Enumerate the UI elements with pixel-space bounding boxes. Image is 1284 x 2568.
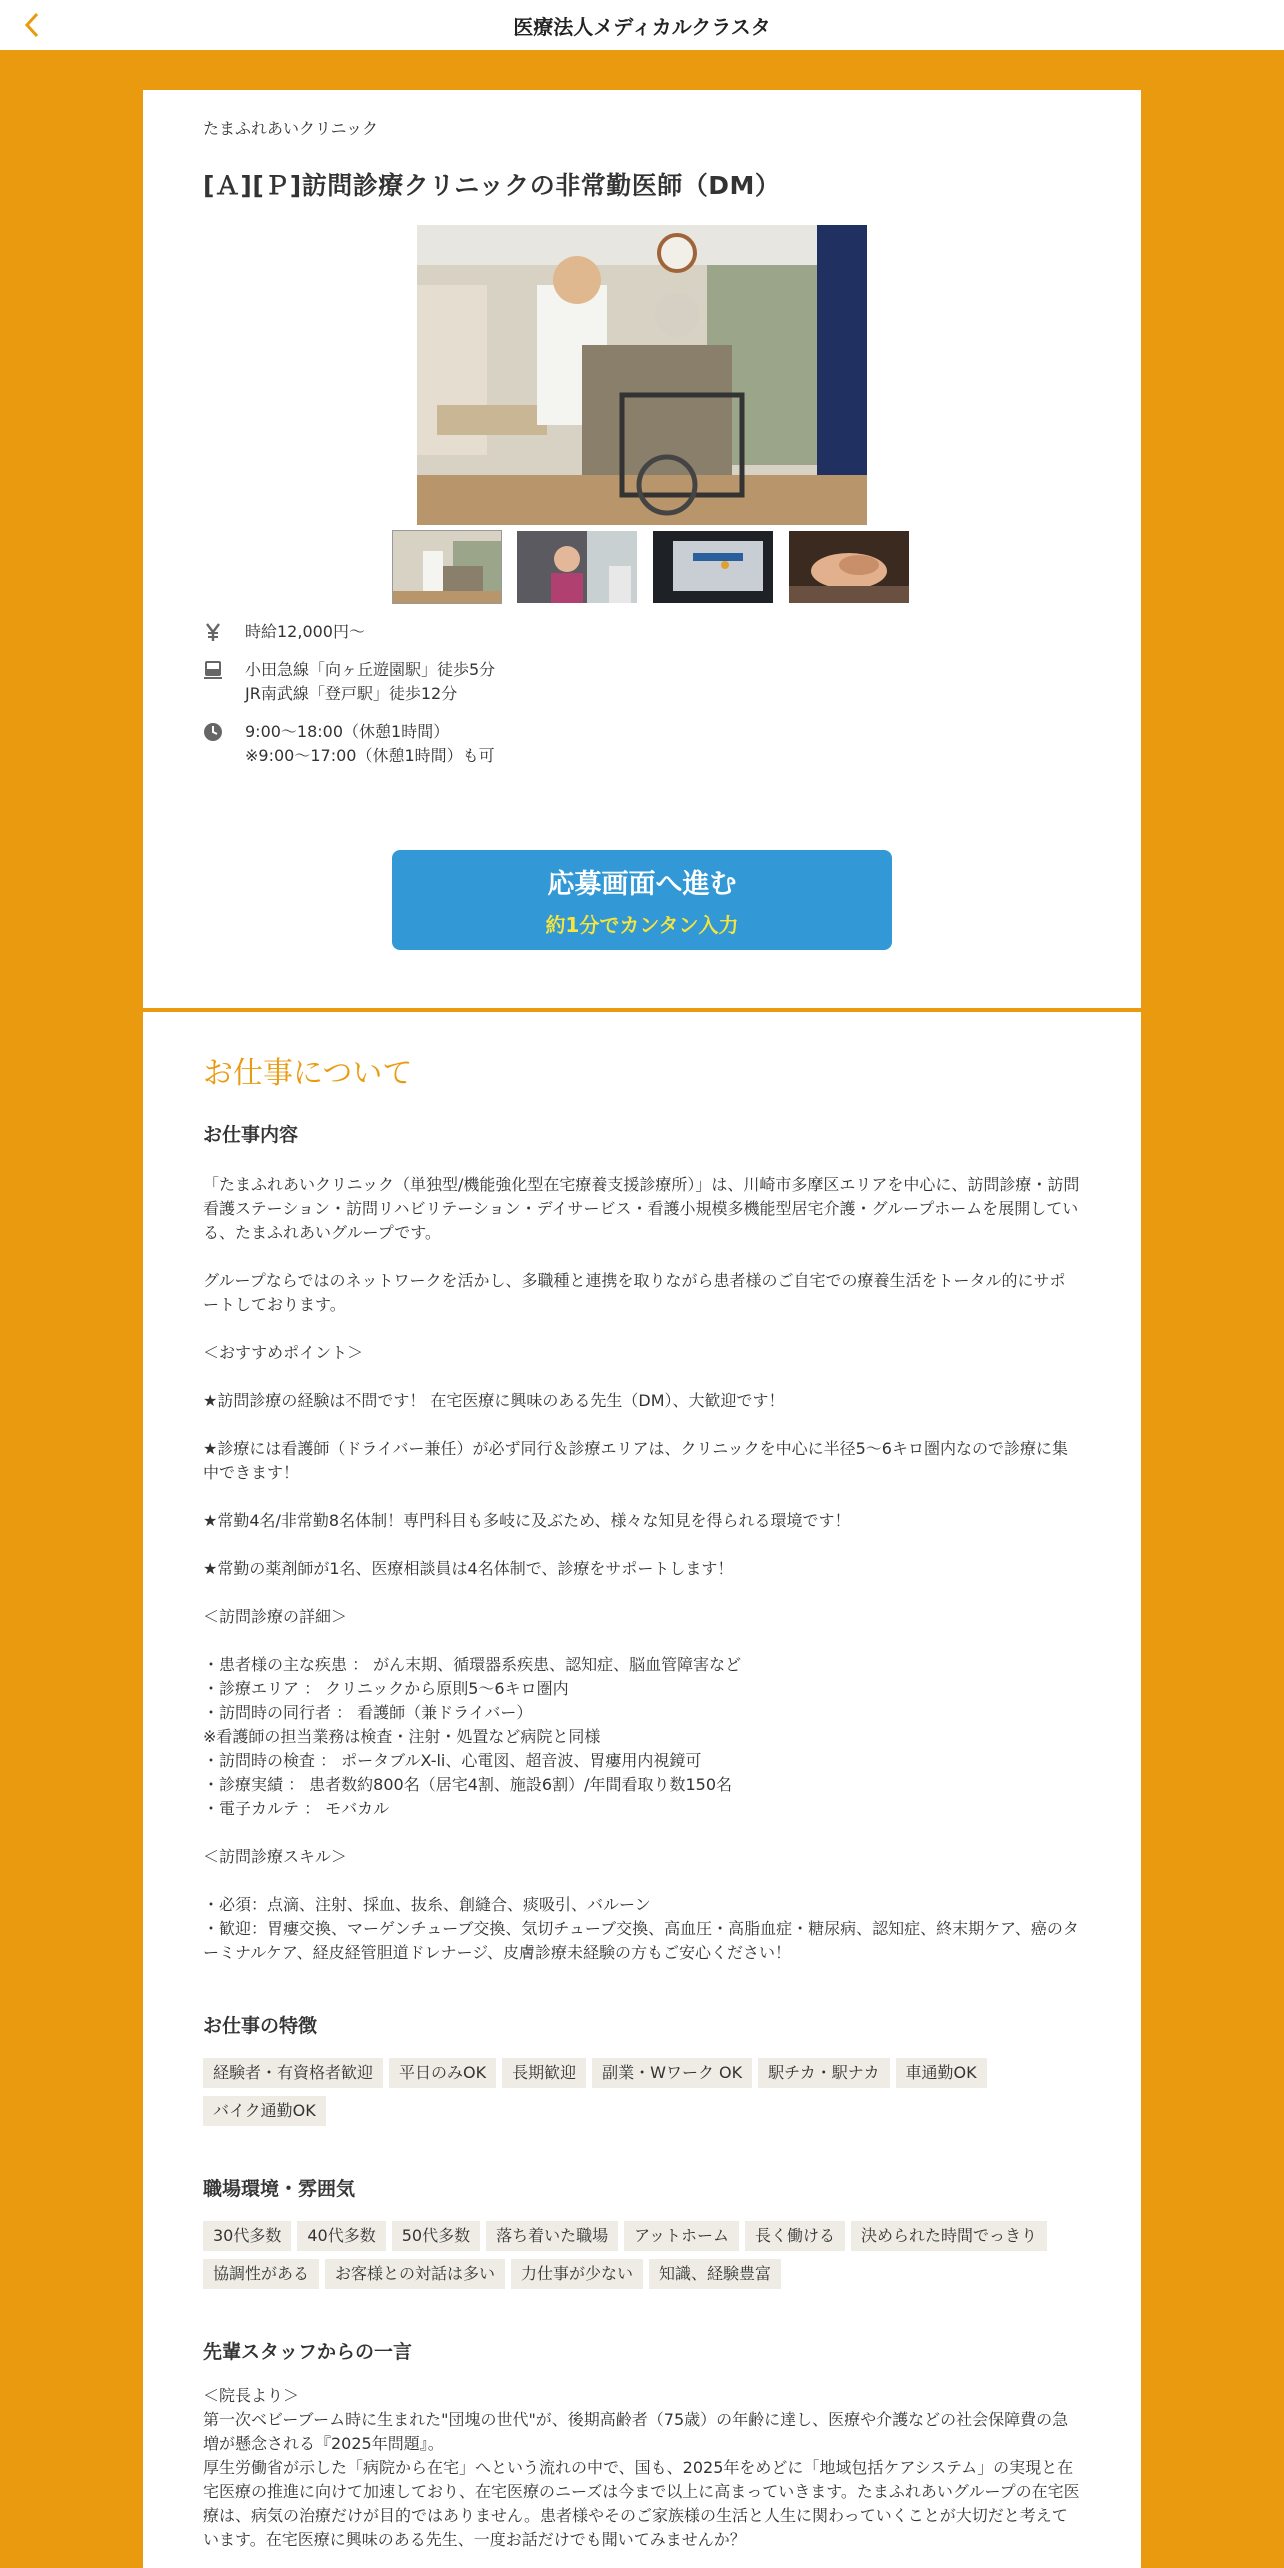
content-paragraph: ★訪問診療の経験は不問です！ 在宅医療に興味のある先生（DM）、大歓迎です！ <box>203 1391 785 1410</box>
thumbnail-4[interactable] <box>789 531 909 603</box>
content-paragraph: ★常勤の薬剤師が1名、医療相談員は4名体制で、診療をサポートします！ <box>203 1559 734 1578</box>
content-paragraph: グループならではのネットワークを活かし、多職種と連携を取りながら患者様のご自宅での療養生活をトータル的にサポートしております。 <box>203 1271 1066 1314</box>
access-row <box>203 658 903 706</box>
feature-tag: 長期歓迎 <box>502 2058 586 2088</box>
staff-heading: 先輩スタッフからの一言 <box>203 2341 413 2363</box>
app-header <box>0 0 1284 50</box>
feature-tag: 駅チカ・駅ナカ <box>758 2058 889 2088</box>
access-line-1: 小田急線「向ヶ丘遊園駅」徒歩5分 <box>245 660 496 679</box>
hours-line-1: 9:00～18:00（休憩1時間） <box>245 722 450 741</box>
back-button[interactable] <box>12 6 52 44</box>
feature-tag: 副業・Wワーク OK <box>592 2058 752 2088</box>
environment-tag: 知識、経験豊富 <box>649 2259 781 2289</box>
content-paragraph: 「たまふれあいクリニック（単独型/機能強化型在宅療養支援診療所）」は、川崎市多摩区エリアを中心に、訪問診療・訪問看護ステーション・訪問リハビリテーション・デイサービス・看護小規模多機能型居宅介護・グループホームを展開している、たまふれあいグループです。 <box>203 1175 1080 1242</box>
salary-text: 時給12,000円〜 <box>245 622 365 641</box>
environment-tag: 力仕事が少ない <box>511 2259 643 2289</box>
feature-tag: 経験者・有資格者歓迎 <box>203 2058 383 2088</box>
thumbnail-2[interactable] <box>517 531 637 603</box>
environment-tag: 落ち着いた職場 <box>486 2221 618 2251</box>
content-paragraph: ★常勤4名/非常勤8名体制！専門科目も多岐に及ぶため、様々な知見を得られる環境です！ <box>203 1511 851 1530</box>
photo-thumbnails <box>393 531 909 603</box>
apply-button-label: 応募画面へ進む <box>547 869 737 900</box>
content-paragraph: ・患者様の主な疾患 ： がん末期、循環器系疾患、認知症、脳血管障害など ・診療エリア ： クリニックから原則5～6キロ圏内 ・訪問時の同行者 ： 看護師（兼ドライバー） ※看護師の担当業務は検査・注射・処置など病院と同様 ・訪問時の検査 ： ポータブルX-li、心電図、超音波、胃瘻用内視鏡可 ・診療実績 ： 患者数約800名（居宅4割、施設6割）/年間看取り数150名 ・電子カルテ ： モバカル <box>203 1655 742 1818</box>
content-paragraph: ★診療には看護師（ドライバー兼任）が必ず同行＆診療エリアは、クリニックを中心に半径5～6キロ圏内なので診療に集中できます！ <box>203 1439 1068 1482</box>
environment-tag: 決められた時間でっきり <box>851 2221 1047 2251</box>
environment-tag: 長く働ける <box>745 2221 845 2251</box>
job-summary-card <box>143 90 1141 1010</box>
clock-icon <box>203 722 223 742</box>
salary-row <box>203 620 903 644</box>
environment-tags <box>203 2221 1083 2289</box>
chevron-left-icon <box>22 10 42 40</box>
train-icon <box>203 660 223 680</box>
thumbnail-1[interactable] <box>393 531 501 603</box>
feature-tag: 車通勤OK <box>896 2058 987 2088</box>
environment-tag: お客様との対話は多い <box>325 2259 505 2289</box>
environment-tag: アットホーム <box>624 2221 739 2251</box>
hours-line-2: ※9:00～17:00（休憩1時間）も可 <box>245 746 495 765</box>
clinic-name: たまふれあいクリニック <box>203 119 379 138</box>
apply-button-sublabel: 約1分でカンタン入力 <box>545 913 739 937</box>
environment-tag: 40代多数 <box>297 2221 385 2251</box>
environment-tag: 50代多数 <box>392 2221 480 2251</box>
hours-row <box>203 720 903 768</box>
section-title: お仕事について <box>203 1056 413 1091</box>
content-heading: お仕事内容 <box>203 1124 299 1146</box>
photo-doctor-patient <box>417 225 867 525</box>
thumbnail-3[interactable] <box>653 531 773 603</box>
job-details-card <box>143 1012 1141 2568</box>
feature-tag: バイク通勤OK <box>203 2096 326 2126</box>
content-paragraph: ・必須：点滴、注射、採血、抜糸、創縫合、痰吸引、バルーン ・歓迎：胃瘻交換、マーゲンチューブ交換、気切チューブ交換、高血圧・高脂血症・糖尿病、認知症、終末期ケア、癌のターミナルケア、経皮経管胆道ドレナージ、皮膚診療未経験の方もご安心ください！ <box>203 1895 1079 1962</box>
environment-heading: 職場環境・雰囲気 <box>203 2178 356 2200</box>
work-content <box>203 1120 1081 2552</box>
environment-tag: 協調性がある <box>203 2259 319 2289</box>
content-paragraph: ＜おすすめポイント＞ <box>203 1343 364 1362</box>
job-title: [Ａ][Ｐ]訪問診療クリニックの非常勤医師（DM） <box>203 171 781 200</box>
header-title: 医療法人メディカルクラスタ <box>513 14 771 39</box>
content-paragraph: ＜訪問診療の詳細＞ <box>203 1607 348 1626</box>
environment-tag: 30代多数 <box>203 2221 291 2251</box>
access-line-2: JR南武線「登戸駅」徒歩12分 <box>245 684 458 703</box>
content-paragraph: ＜訪問診療スキル＞ <box>203 1847 347 1866</box>
job-info <box>203 620 903 782</box>
main-photo[interactable] <box>417 225 867 525</box>
apply-button[interactable] <box>392 850 892 950</box>
staff-message: ＜院長より＞ 第一次ベビーブーム時に生まれた"団塊の世代"が、後期高齢者（75歳）の年齢に達し、医療や介護などの社会保障費の急増が懸念される『2025年問題』。 厚生労働省が示した「病院から在宅」へという流れの中で、国も、2025年をめどに「地域包括ケアシステム」の実現と在宅医療の推進に向けて加速しており、在宅医療のニーズは今まで以上に高まっていきます。たまふれあいグループの在宅医療は、病気の治療だけが目的ではありません。患者様やそのご家族様の生活と人生に関わっていくことが大切だと考えています。在宅医療に興味のある先生、一度お話だけでも聞いてみませんか？ <box>203 2386 1080 2549</box>
yen-icon <box>203 622 223 642</box>
features-heading: お仕事の特徴 <box>203 2015 318 2037</box>
features-tags <box>203 2058 1083 2126</box>
feature-tag: 平日のみOK <box>389 2058 496 2088</box>
